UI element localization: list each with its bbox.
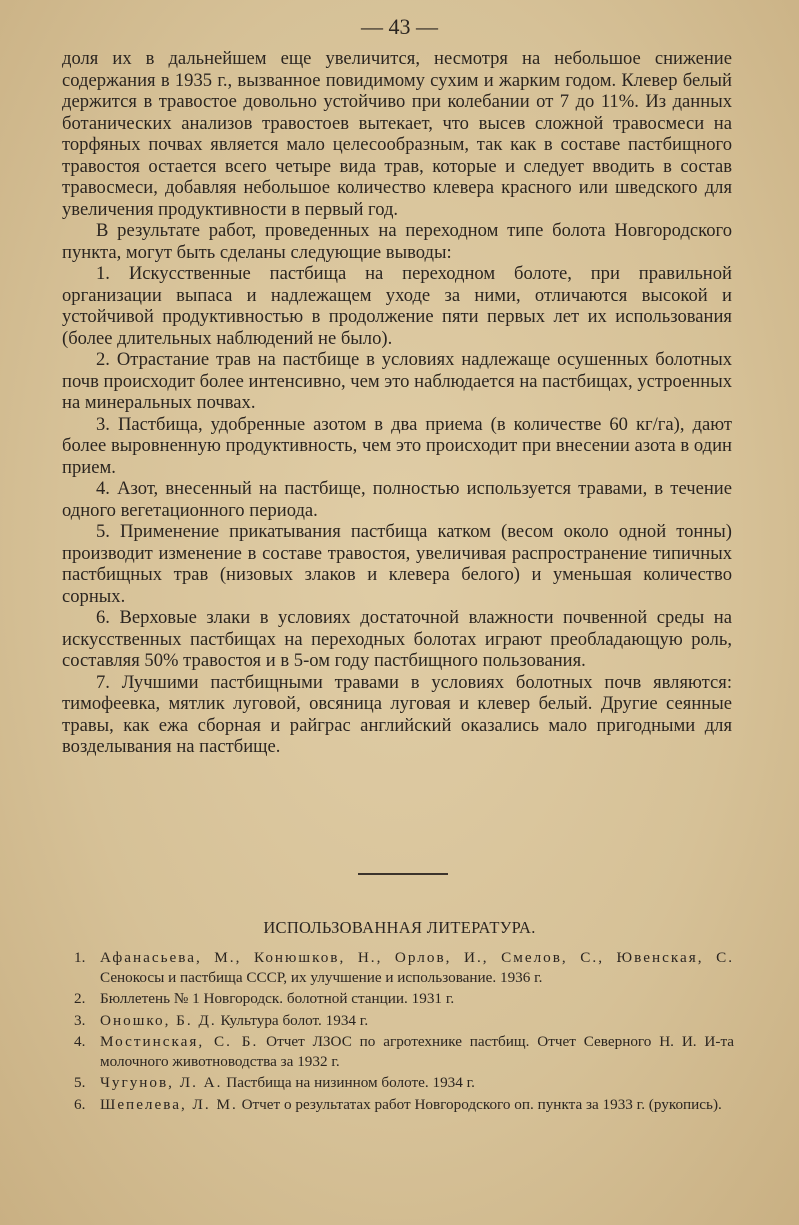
- reference-authors: Оношко, Б. Д.: [100, 1011, 217, 1029]
- reference-authors: Шепелева, Л. М.: [100, 1095, 238, 1113]
- conclusion-1: 1. Искусственные пастбища на переходном болоте, при правильной организации выпаса и надлежащем уходе за ними, отличаются высокой и устойчивой продуктивностью в продолжение пяти первых лет их использования (более длительных наблюдений не было).: [62, 263, 732, 349]
- reference-item: [62, 948, 734, 987]
- reference-authors: Мостинская, С. Б.: [100, 1033, 259, 1050]
- section-divider: [358, 873, 448, 875]
- reference-text: Сенокосы и пастбища СССР, их улучшение и использование. 1936 г.: [100, 968, 543, 986]
- paragraph-intro-conclusions: В результате работ, проведенных на переходном типе болота Новгородского пункта, могут быть сделаны следующие выводы:: [62, 220, 732, 263]
- reference-item: [62, 1011, 734, 1031]
- reference-number: 5.: [74, 1074, 86, 1091]
- reference-item: [62, 989, 734, 1009]
- reference-text: Отчет ЛЗОС по агротехнике пастбищ. Отчет Северного Н. И. И-та молочного животноводства за 1932 г.: [100, 1033, 735, 1070]
- reference-text: Культура болот. 1934 г.: [220, 1011, 369, 1029]
- references-list: [62, 948, 734, 1116]
- body-text: [62, 48, 732, 758]
- conclusion-4: 4. Азот, внесенный на пастбище, полностью используется травами, в течение одного вегетационного периода.: [62, 478, 732, 521]
- reference-authors: Чугунов, Л. А.: [100, 1074, 223, 1091]
- reference-number: 6.: [74, 1095, 86, 1113]
- paragraph-continuation: доля их в дальнейшем еще увеличится, несмотря на небольшое снижение содержания в 1935 г., вызванное повидимому сухим и жарким годом. Клевер белый держится в травостое довольно устойчиво при колебании от 7 до 11%. Из данных ботанических анализов травостоев вытекает, что высев сложной травосмеси на торфяных почвах является мало целесообразным, так как в составе пастбищного травостоя остается всего четыре вида трав, которые и следует вводить в состав травосмеси, добавляя небольшое количество клевера красного или шведского для увеличения продуктивности в первый год.: [62, 48, 732, 220]
- conclusion-7: 7. Лучшими пастбищными травами в условиях болотных почв являются: тимофеевка, мятлик луговой, овсяница луговая и клевер белый. Другие сеянные травы, как ежа сборная и райграс английский оказались мало пригодными для возделывания на пастбище.: [62, 671, 732, 757]
- references-title: ИСПОЛЬЗОВАННАЯ ЛИТЕРАТУРА.: [263, 918, 536, 937]
- reference-text: Бюллетень № 1 Новгородск. болотной станции. 1931 г.: [100, 990, 455, 1007]
- conclusion-5: 5. Применение прикатывания пастбища катком (весом около одной тонны) производит изменение в составе травостоя, увеличивая распространение типичных пастбищных трав (низовых злаков и клевера белого) и уменьшая количество сорных.: [62, 521, 732, 607]
- reference-item: [62, 1073, 734, 1093]
- reference-number: 3.: [74, 1011, 86, 1029]
- reference-item: [62, 1032, 734, 1071]
- reference-number: 2.: [74, 990, 86, 1007]
- reference-item: [62, 1095, 734, 1115]
- page-number: — 43 —: [361, 14, 438, 39]
- reference-text: Пастбища на низинном болоте. 1934 г.: [226, 1074, 475, 1091]
- reference-number: 4.: [74, 1033, 86, 1050]
- conclusion-6: 6. Верховые злаки в условиях достаточной влажности почвенной среды на искусственных пастбищах на переходных болотах играют преобладающую роль, составляя 50% травостоя и в 5-ом году пастбищного пользования.: [62, 607, 732, 671]
- conclusion-2: 2. Отрастание трав на пастбище в условиях надлежаще осушенных болотных почв происходит более интенсивно, чем это наблюдается на пастбищах, устроенных на минеральных почвах.: [62, 349, 732, 413]
- reference-number: 1.: [74, 949, 86, 966]
- reference-authors: Афанасьева, М., Конюшков, Н., Орлов, И., Смелов, С., Ювенская, С.: [100, 949, 734, 966]
- conclusion-3: 3. Пастбища, удобренные азотом в два приема (в количестве 60 кг/га), дают более выровненную продуктивность, чем это происходит при внесении азота в один прием.: [62, 413, 732, 478]
- reference-text: Отчет о результатах работ Новгородского оп. пункта за 1933 г. (рукопись).: [241, 1095, 722, 1113]
